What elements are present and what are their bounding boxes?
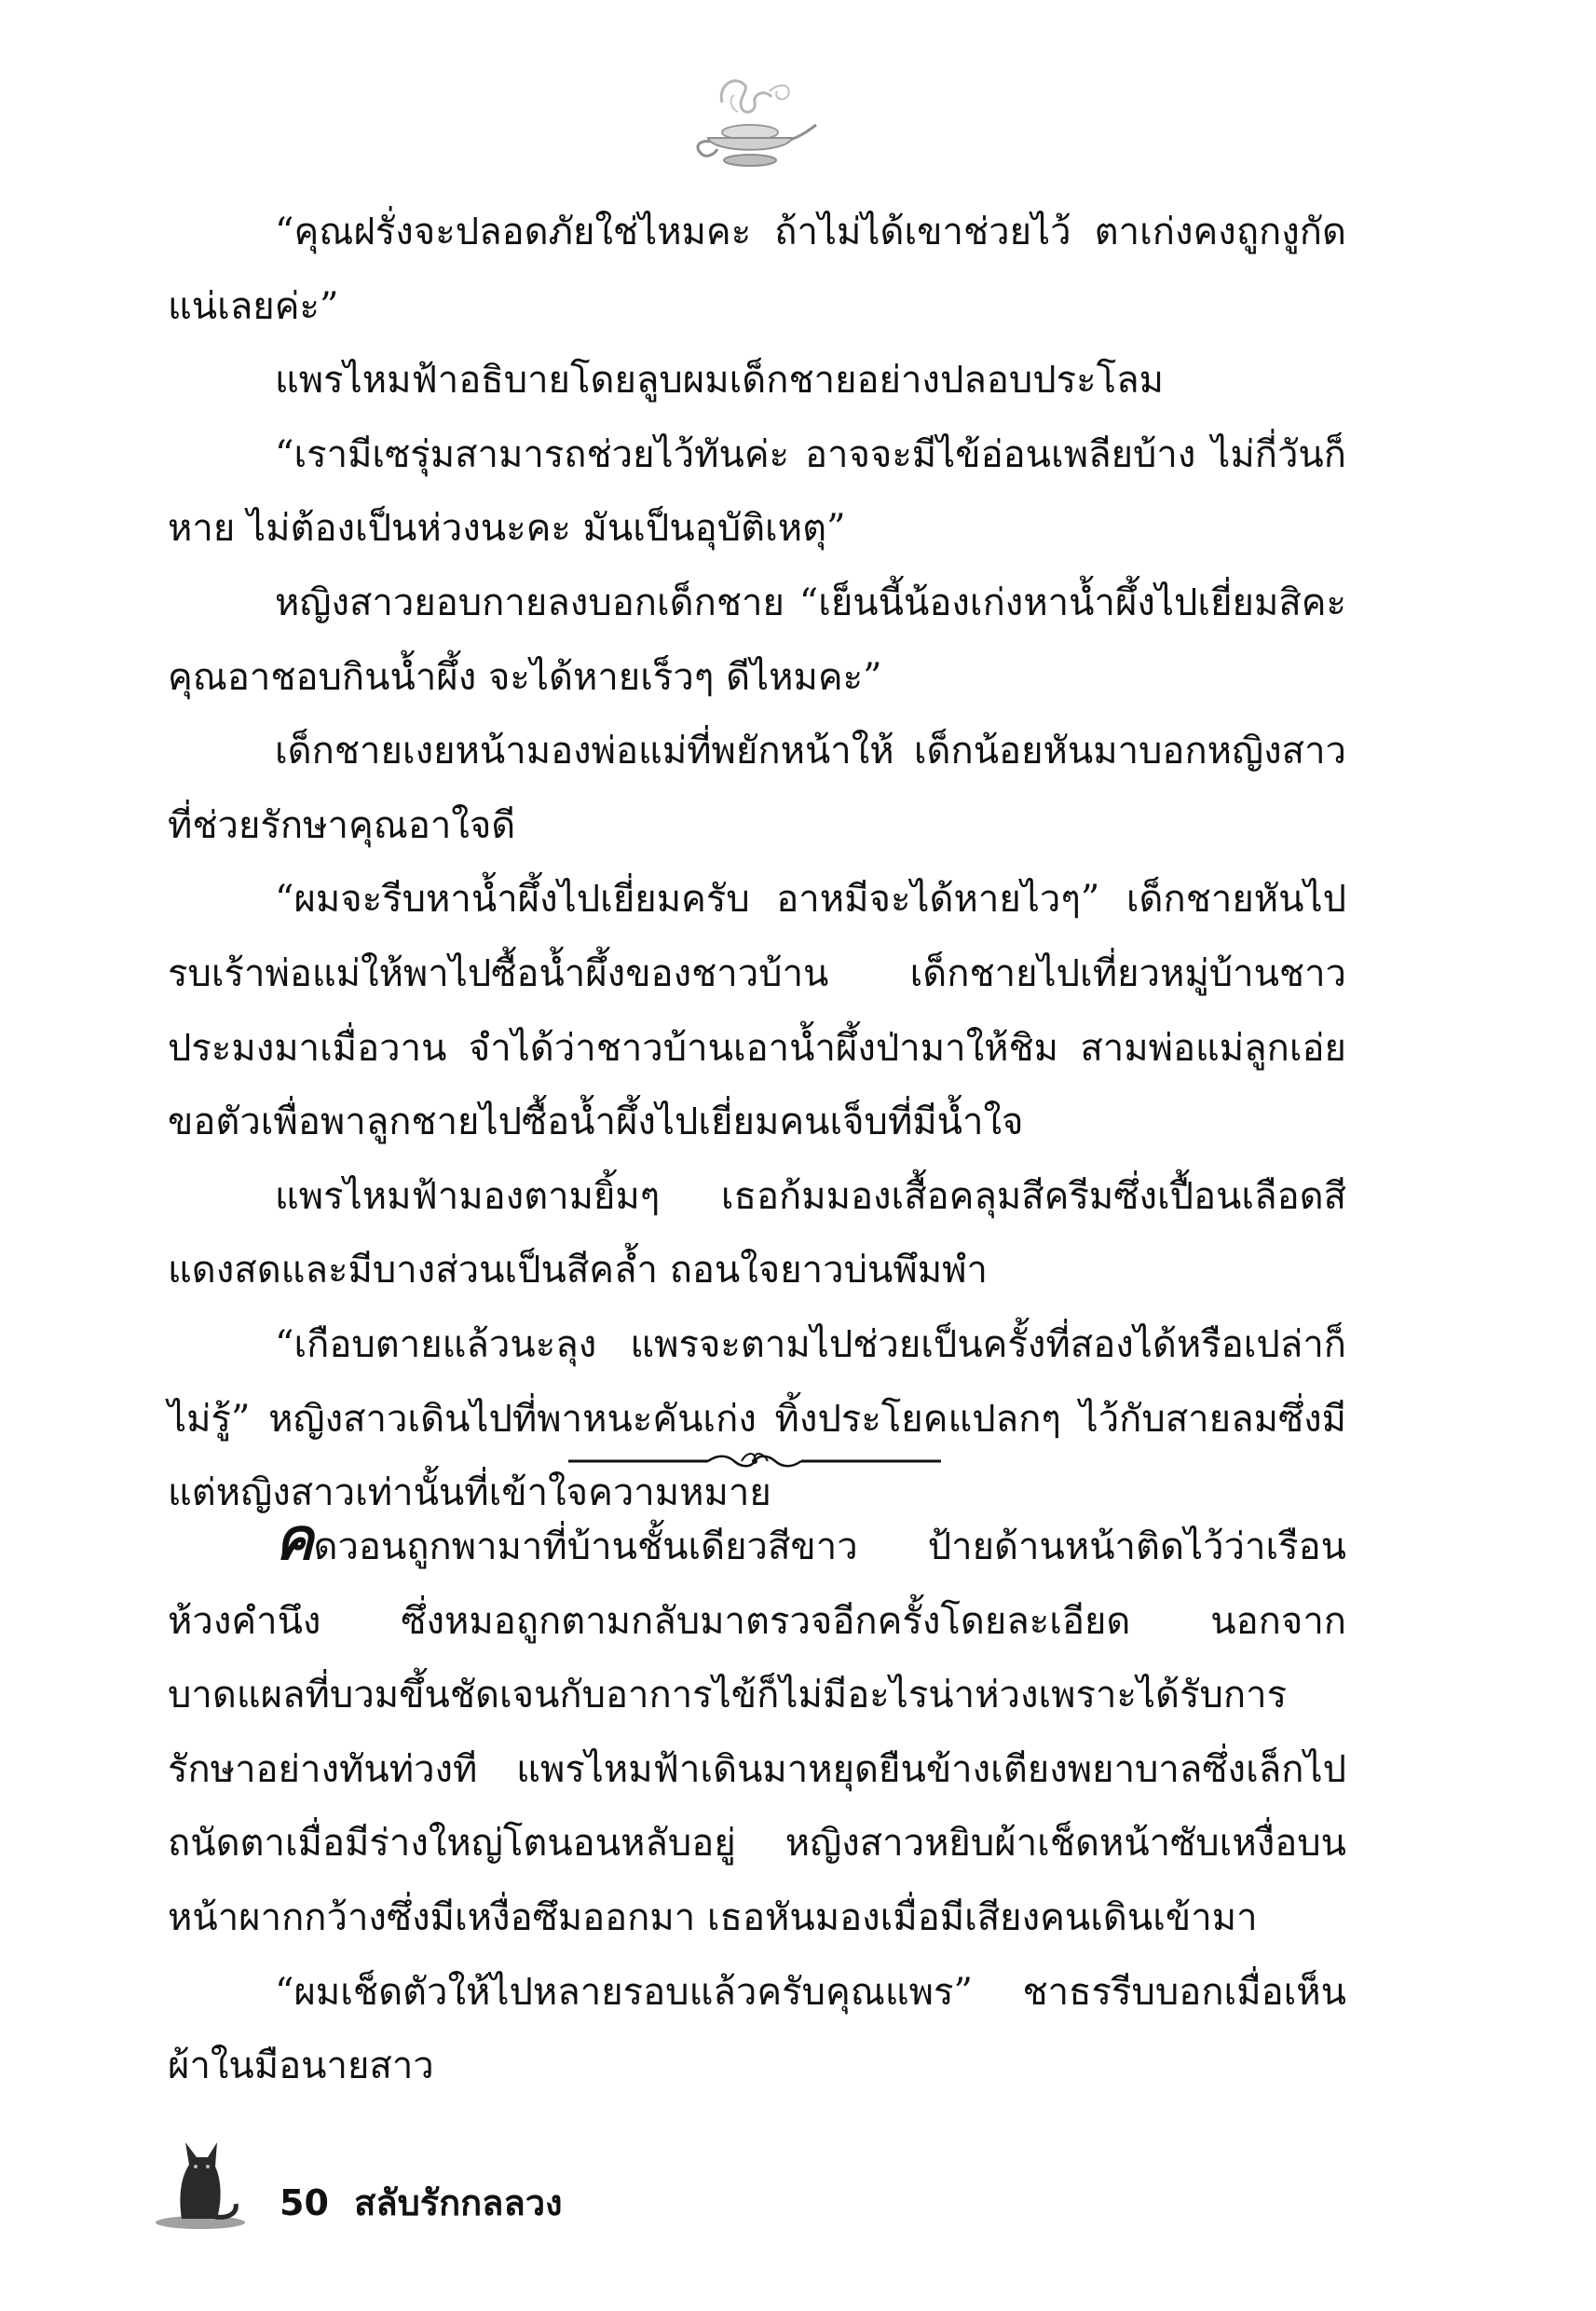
footer-text (280, 2174, 563, 2231)
paragraph: หญิงสาวยอบกายลงบอกเด็กชาย “เย็นนี้น้องเก่งหาน้ำผึ้งไปเยี่ยมสิคะ คุณอาชอบกินน้ำผึ้ง จะได้หายเร็วๆ ดีไหมคะ” (168, 581, 1346, 699)
paragraph: แพรไหมฟ้าอธิบายโดยลูบผมเด็กชายอย่างปลอบประโลม (275, 359, 1165, 403)
opening-paragraph (168, 1505, 1346, 1956)
paragraph: “เกือบตายแล้วนะลุง แพรจะตามไปช่วยเป็นครั้งที่สองได้หรือเปล่าก็ไม่รู้” หญิงสาวเดินไปที่พาหนะคันเก่ง ทิ้งประโยคแปลกๆ ไว้กับสายลมซึ่งมีแต่หญิงสาวเท่านั้นที่เข้าใจความหมาย (168, 1322, 1346, 1515)
paragraph: แพรไหมฟ้ามองตามยิ้มๆ เธอก้มมองเสื้อคลุมสีครีมซึ่งเปื้อนเลือดสีแดงสดและมีบางส่วนเป็นสีคล้ำ ถอนใจยาวบ่นพึมพำ (168, 1174, 1346, 1292)
paragraph: “ผมจะรีบหาน้ำผึ้งไปเยี่ยมครับ อาหมีจะได้หายไวๆ” เด็กชายหันไปรบเร้าพ่อแม่ให้พาไปซื้อน้ำผึ้งของชาวบ้าน เด็กชายไปเที่ยวหมู่บ้านชาวประมงมาเมื่อวาน จำได้ว่าชาวบ้านเอาน้ำผึ้งป่ามาให้ชิม สามพ่อแม่ลูกเอ่ยขอตัวเพื่อพาลูกชายไปซื้อน้ำผึ้งไปเยี่ยมคนเจ็บที่มีน้ำใจ (168, 878, 1346, 1144)
flourish-divider-icon (568, 1445, 941, 1477)
section-1-text (168, 196, 1346, 1531)
paragraph: เด็กชายเงยหน้ามองพ่อแม่ที่พยักหน้าให้ เด็กน้อยหันมาบอกหญิงสาวที่ช่วยรักษาคุณอาใจดี (168, 730, 1346, 847)
page-number: 50 (280, 2182, 329, 2223)
book-title: สลับรักกลลวง (354, 2182, 563, 2223)
paragraph: “เรามีเซรุ่มสามารถช่วยไว้ทันค่ะ อาจจะมีไข้อ่อนเพลียบ้าง ไม่กี่วันก็หาย ไม่ต้องเป็นห่วงนะคะ มันเป็นอุบัติเหตุ” (168, 432, 1346, 551)
paragraph-text: ดวอนถูกพามาที่บ้านชั้นเดียวสีขาว ป้ายด้านหน้าติดไว้ว่าเรือนห้วงคำนึง ซึ่งหมอถูกตามกลับมาตรวจอีกครั้งโดยละเอียด นอกจากบาดแผลที่บวมขึ้นชัดเจนกับอาการไข้ก็ไม่มีอะไรน่าห่วงเพราะได้รับการรักษาอย่างทันท่วงที แพรไหมฟ้าเดินมาหยุดยืนข้างเตียงพยาบาลซึ่งเล็กไปถนัดตาเมื่อมีร่างใหญ่โตนอนหลับอยู่ หญิงสาวหยิบผ้าเช็ดหน้าซับเหงื่อบนหน้าผากกว้างซึ่งมีเหงื่อซึมออกมา เธอหันมองเมื่อมีเสียงคนเดินเข้ามา (168, 1525, 1346, 1939)
cat-silhouette-icon (154, 2129, 247, 2232)
section-2-text (168, 1505, 1346, 2104)
paragraph: “คุณฝรั่งจะปลอดภัยใช่ไหมคะ ถ้าไม่ได้เขาช่วยไว้ ตาเก่งคงถูกงูกัดแน่เลยค่ะ” (168, 211, 1346, 328)
page-footer (154, 2129, 713, 2232)
paragraph: “ผมเช็ดตัวให้ไปหลายรอบแล้วครับคุณแพร” ชาธรรีบบอกเมื่อเห็นผ้าในมือนายสาว (168, 1970, 1346, 2088)
genie-lamp-icon (680, 75, 820, 177)
drop-cap: ค (275, 1505, 314, 1573)
